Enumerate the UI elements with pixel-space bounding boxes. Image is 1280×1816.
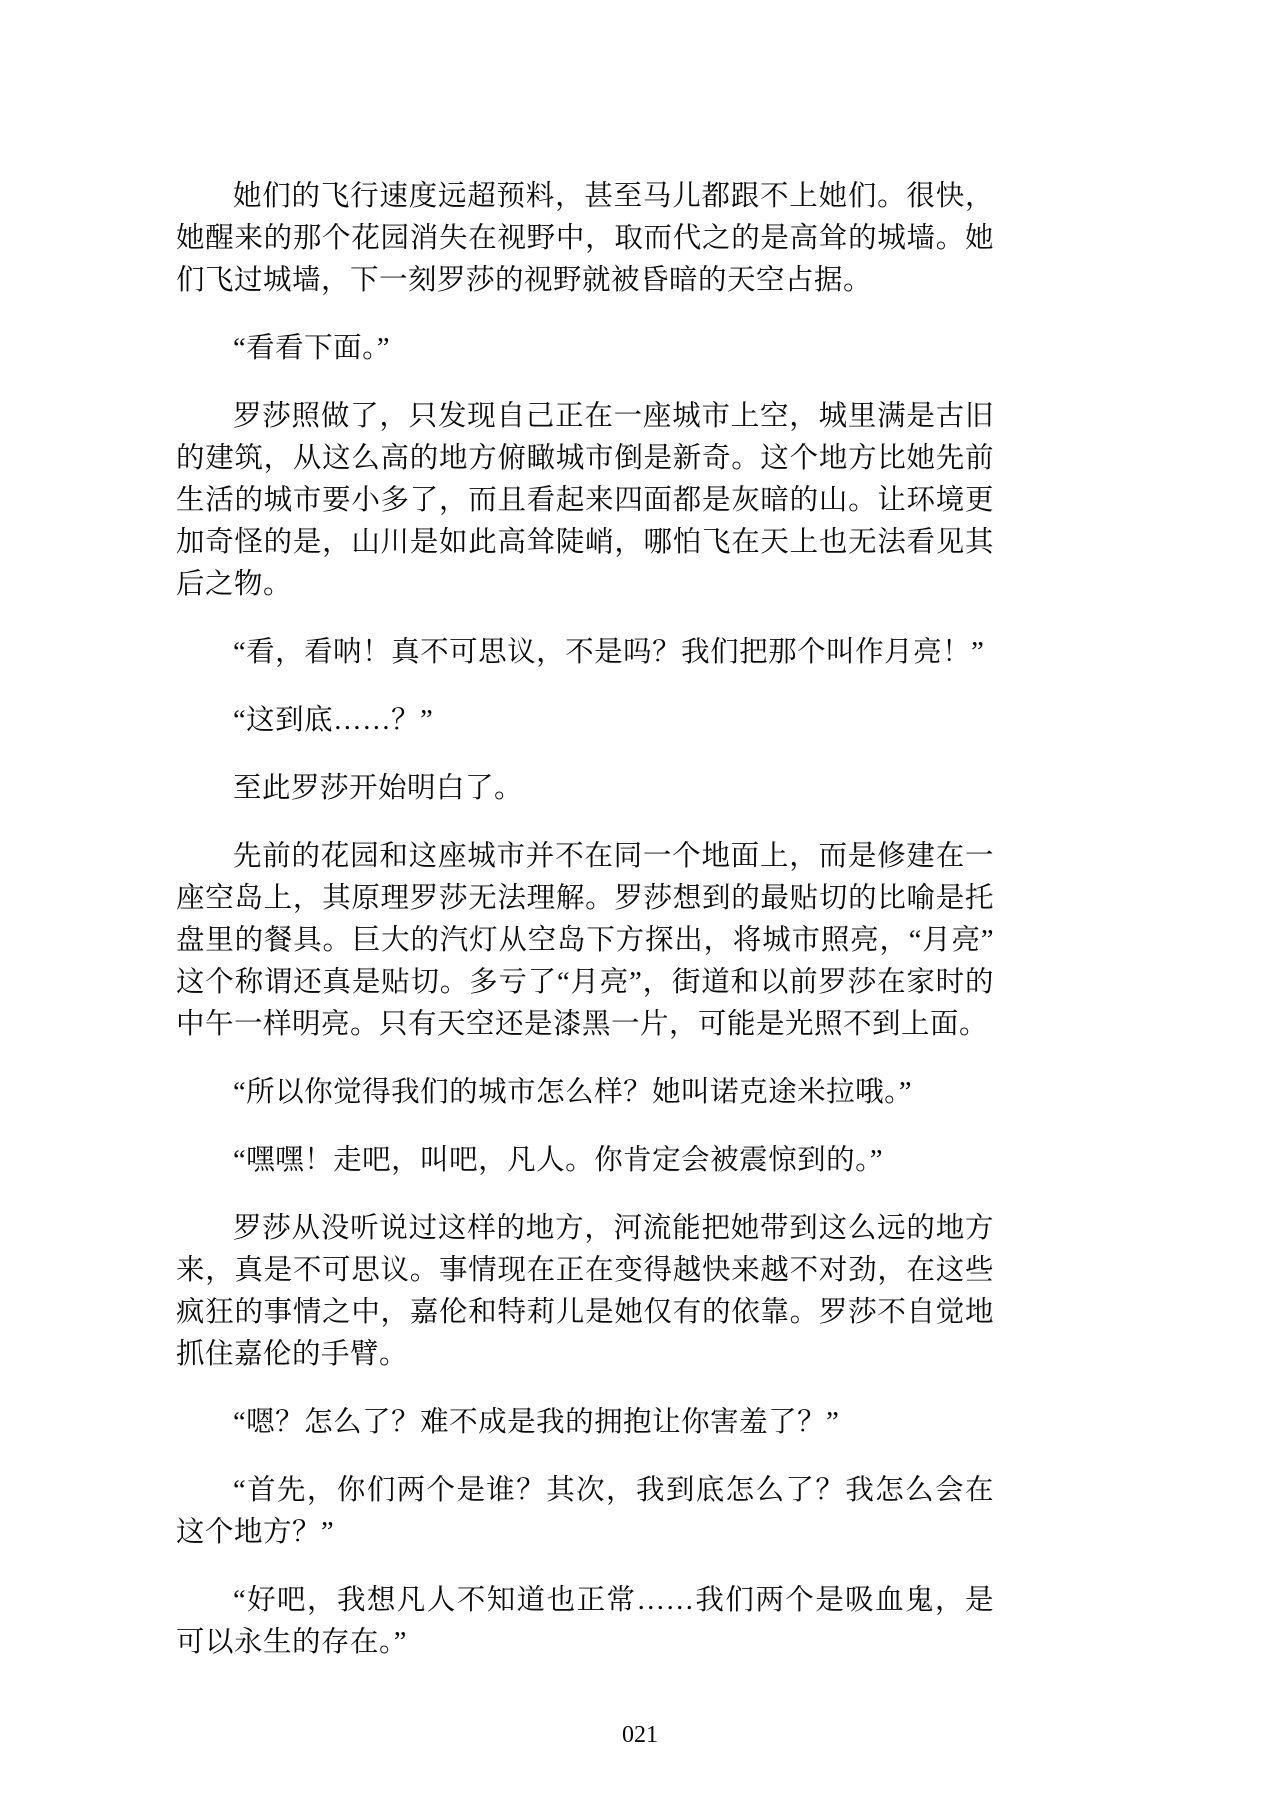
paragraph: 至此罗莎开始明白了。 <box>233 773 524 804</box>
dialogue-paragraph: “好吧，我想凡人不知道也正常……我们两个是吸血鬼，是可以永生的存在。” <box>176 1585 994 1658</box>
paragraph: 罗莎从没听说过这样的地方，河流能把她带到这么远的地方来，真是不可思议。事情现在正在变得越快来越不对劲，在这些疯狂的事情之中，嘉伦和特莉儿是她仅有的依靠。罗莎不自觉地抓住嘉伦的手臂。 <box>176 1213 994 1370</box>
dialogue-paragraph: “看，看呐！真不可思议，不是吗？我们把那个叫作月亮！” <box>233 637 985 668</box>
text-block <box>176 176 994 1690</box>
paragraph: 她们的飞行速度远超预料，甚至马儿都跟不上她们。很快，她醒来的那个花园消失在视野中，取而代之的是高耸的城墙。她们飞过城墙，下一刻罗莎的视野就被昏暗的天空占据。 <box>176 181 994 296</box>
dialogue-paragraph: “嘿嘿！走吧，叫吧，凡人。你肯定会被震惊到的。” <box>233 1145 884 1176</box>
dialogue-paragraph: “首先，你们两个是谁？其次，我到底怎么了？我怎么会在这个地方？” <box>176 1475 994 1548</box>
paragraph: 先前的花园和这座城市并不在同一个地面上，而是修建在一座空岛上，其原理罗莎无法理解。罗莎想到的最贴切的比喻是托盘里的餐具。巨大的汽灯从空岛下方探出，将城市照亮，“月亮”这个称谓还真是贴切。多亏了“月亮”，街道和以前罗莎在家时的中午一样明亮。只有天空还是漆黑一片，可能是光照不到上面。 <box>176 841 994 1040</box>
dialogue-paragraph: “这到底……？” <box>233 705 434 736</box>
paragraph: 罗莎照做了，只发现自己正在一座城市上空，城里满是古旧的建筑，从这么高的地方俯瞰城市倒是新奇。这个地方比她先前生活的城市要小多了，而且看起来四面都是灰暗的山。让环境更加奇怪的是，山川是如此高耸陡峭，哪怕飞在天上也无法看见其后之物。 <box>176 401 994 600</box>
dialogue-paragraph: “看看下面。” <box>233 333 391 364</box>
dialogue-paragraph: “所以你觉得我们的城市怎么样？她叫诺克途米拉哦。” <box>233 1077 913 1108</box>
page-number: 021 <box>622 1722 658 1748</box>
dialogue-paragraph: “嗯？怎么了？难不成是我的拥抱让你害羞了？” <box>233 1407 840 1438</box>
